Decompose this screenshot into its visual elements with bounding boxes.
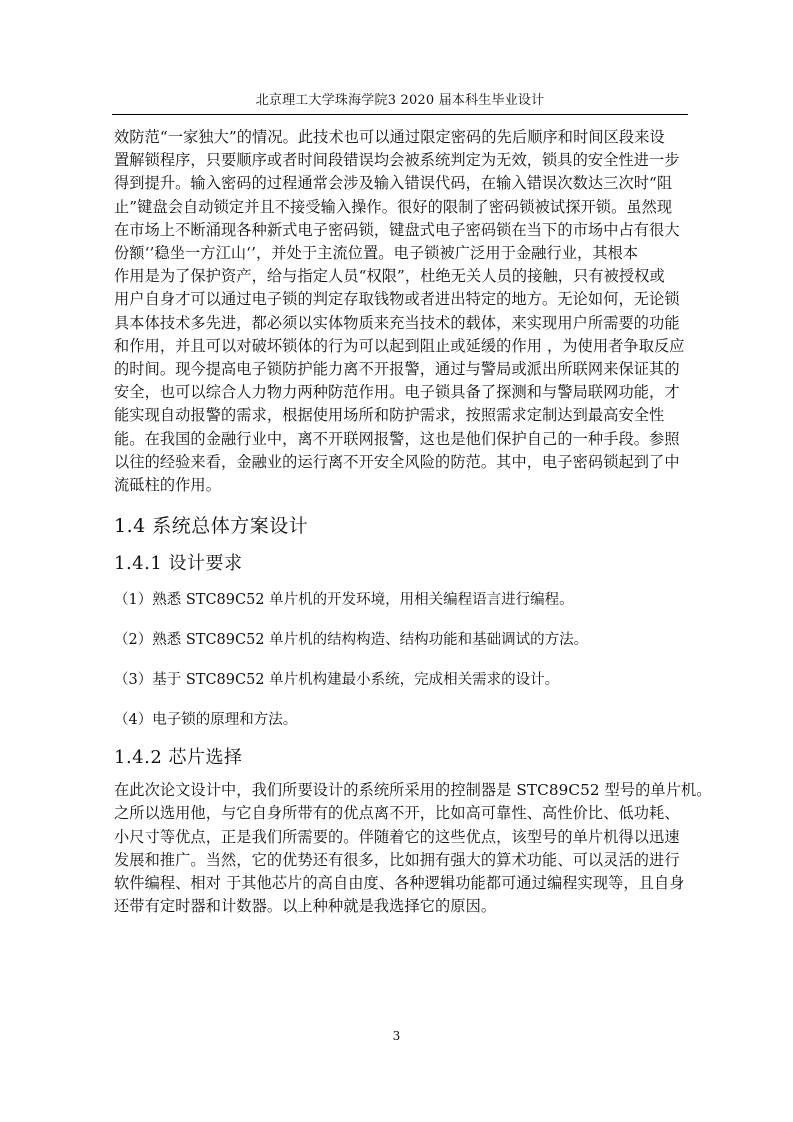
paragraph-line: 软件编程、相对 于其他芯片的高自由度、各种逻辑功能都可通过编程实现等，且自身 bbox=[114, 874, 685, 893]
section-heading-1-4-2: 1.4.2 芯片选择 bbox=[114, 747, 243, 769]
requirement-item: （3）基于 STC89C52 单片机构建最小系统，完成相关需求的设计。 bbox=[114, 672, 560, 689]
requirement-item: （2）熟悉 STC89C52 单片机的结构构造、结构功能和基础调试的方法。 bbox=[114, 632, 589, 649]
paragraph-line: 和作用，并且可以对破坏锁体的行为可以起到阻止或延缓的作用 ，为使用者争取反应 bbox=[114, 336, 685, 355]
section-heading-1-4-1: 1.4.1 设计要求 bbox=[114, 553, 243, 575]
paragraph-line: 效防范“一家独大”的情况。此技术也可以通过限定密码的先后顺序和时间区段来设 bbox=[114, 128, 665, 146]
paragraph-line: 具本体技术多先进，都必须以实体物质来充当技术的载体，来实现用户所需要的功能 bbox=[114, 313, 680, 332]
requirement-item: （4）电子锁的原理和方法。 bbox=[114, 712, 298, 729]
page-content bbox=[114, 126, 710, 918]
paragraph-line: 的时间。现今提高电子锁防护能力离不开报警，通过与警局或派出所联网来保证其的 bbox=[114, 360, 680, 379]
paragraph-line: 止”键盘会自动锁定并且不接受输入操作。很好的限制了密码锁被试探开锁。虽然现 bbox=[114, 197, 673, 216]
section-heading-1-4: 1.4 系统总体方案设计 bbox=[114, 515, 309, 538]
paragraph-line: 得到提升。输入密码的过程通常会涉及输入错误代码，在输入错误次数达三次时“阻 bbox=[114, 174, 673, 193]
paragraph-line: 以往的经验来看，金融业的运行离不开安全风险的防范。其中，电子密码锁起到了中 bbox=[114, 452, 680, 471]
paragraph-line: 流砥柱的作用。 bbox=[114, 476, 222, 495]
paragraph-line: 小尺寸等优点，正是我们所需要的。伴随着它的这些优点，该型号的单片机得以迅速 bbox=[114, 827, 680, 846]
paragraph-line: 还带有定时器和计数器。以上种种就是我选择它的原因。 bbox=[114, 897, 497, 916]
requirement-item: （1）熟悉 STC89C52 单片机的开发环境，用相关编程语言进行编程。 bbox=[114, 592, 574, 609]
paragraph-line: 用户自身才可以通过电子锁的判定存取钱物或者进出特定的地方。无论如何，无论锁 bbox=[114, 290, 680, 309]
intro-paragraph bbox=[114, 126, 710, 497]
paragraph-line: 份额‘’稳坐一方江山‘’，并处于主流位置。电子锁被广泛用于金融行业，其根本 bbox=[114, 244, 639, 263]
page-number: 3 bbox=[392, 1029, 401, 1043]
paragraph-line: 之所以选用他，与它自身所带有的优点离不开，比如高可靠性、高性价比、低功耗、 bbox=[114, 804, 680, 823]
paragraph-line: 能实现自动报警的需求，根据使用场所和防护需求，按照需求定制达到最高安全性 bbox=[114, 406, 665, 425]
paragraph-line: 在此次论文设计中，我们所要设计的系统所采用的控制器是 STC89C52 型号的单片机。 bbox=[114, 781, 712, 800]
running-header: 北京理工大学珠海学院3 2020 届本科生毕业设计 bbox=[112, 90, 688, 115]
paragraph-line: 在市场上不断涌现各种新式电子密码锁，键盘式电子密码锁在当下的市场中占有很大 bbox=[114, 220, 680, 239]
paragraph-line: 安全，也可以综合人力物力两种防范作用。电子锁具备了探测和与警局联网功能，才 bbox=[114, 383, 680, 402]
paragraph-line: 作用是为了保护资产，给与指定人员“权限”，杜绝无关人员的接触，只有被授权或 bbox=[114, 267, 665, 286]
paragraph-line: 置解锁程序，只要顺序或者时间段错误均会被系统判定为无效，锁具的安全性进一步 bbox=[114, 151, 680, 170]
chip-selection-paragraph bbox=[114, 779, 710, 918]
paragraph-line: 发展和推广。当然，它的优势还有很多，比如拥有强大的算术功能、可以灵活的进行 bbox=[114, 850, 680, 869]
paragraph-line: 能。在我国的金融行业中，离不开联网报警，这也是他们保护自己的一种手段。参照 bbox=[114, 429, 680, 448]
